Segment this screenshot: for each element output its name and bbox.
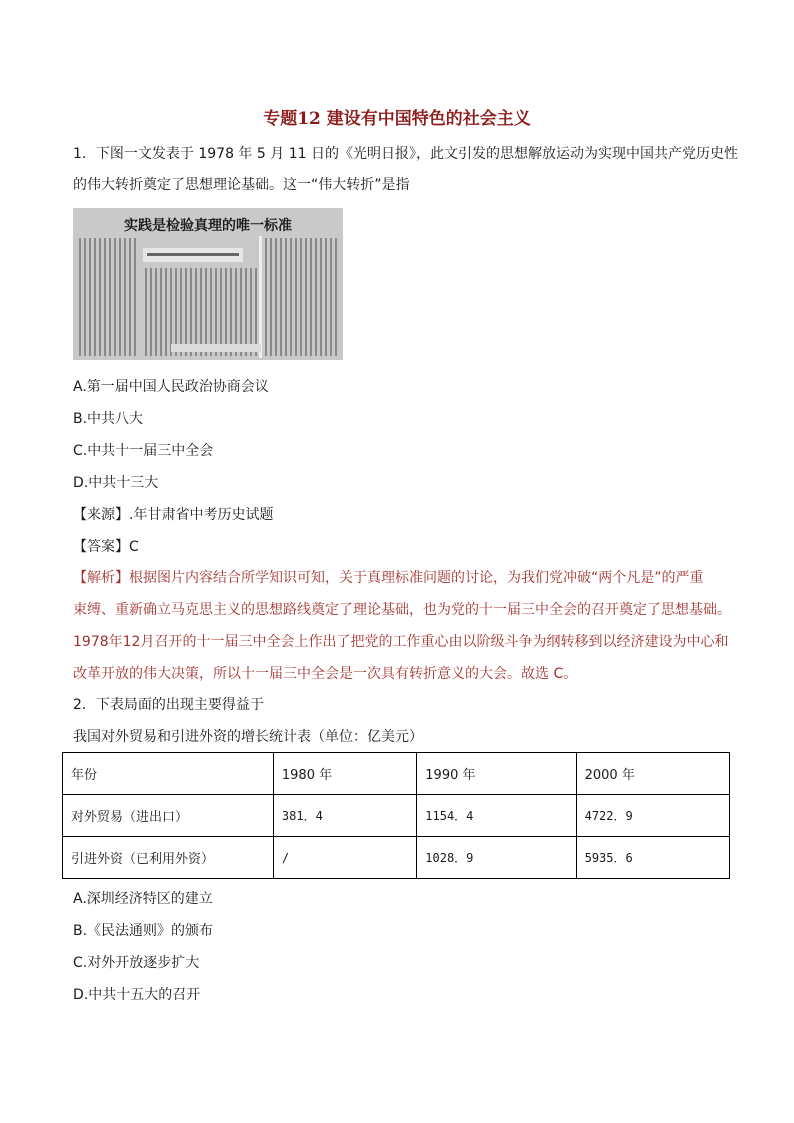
q1-answer: 【答案】C <box>73 539 139 555</box>
q1-option-d: D.中共十三大 <box>73 475 159 491</box>
newspaper-figure <box>73 208 343 360</box>
q1-stem-line2: 的伟大转折奠定了思想理论基础。这一“伟大转折”是指 <box>73 177 410 193</box>
q1-analysis-line2: 束缚、重新确立马克思主义的思想路线奠定了理论基础，也为党的十一届三中全会的召开奠定了思想基础。 <box>73 602 731 618</box>
q2-option-d: D.中共十五大的召开 <box>73 987 201 1003</box>
table-cell: 对外贸易（进出口） <box>63 795 274 837</box>
q1-option-b: B.中共八大 <box>73 411 144 427</box>
q1-option-a: A.第一届中国人民政治协商会议 <box>73 379 269 395</box>
trade-statistics-table <box>62 752 730 879</box>
q1-option-c: C.中共十一届三中全会 <box>73 443 214 459</box>
q2-option-c: C.对外开放逐步扩大 <box>73 955 200 971</box>
q2-table-caption: 我国对外贸易和引进外资的增长统计表（单位：亿美元） <box>73 729 423 745</box>
q2-stem: 2．下表局面的出现主要得益于 <box>73 697 264 713</box>
table-header-cell: 1980 年 <box>273 753 416 795</box>
newspaper-headline: 实践是检验真理的唯一标准 <box>124 218 292 234</box>
q2-option-a: A.深圳经济特区的建立 <box>73 891 213 907</box>
q1-analysis-line3: 1978年12月召开的十一届三中全会上作出了把党的工作重心由以阶级斗争为纲转移到以经济建设为中心和 <box>73 634 729 650</box>
table-cell: 引进外资（已利用外资） <box>63 837 274 879</box>
table-header-cell: 2000 年 <box>576 753 729 795</box>
page-title: 专题12 建设有中国特色的社会主义 <box>263 109 531 129</box>
q1-analysis-line4: 改革开放的伟大决策，所以十一届三中全会是一次具有转折意义的大会。故选 C。 <box>73 666 578 682</box>
table-cell: / <box>273 837 416 879</box>
table-row <box>63 795 730 837</box>
q1-source: 【来源】.年甘肃省中考历史试题 <box>73 507 274 523</box>
table-cell: 5935．6 <box>576 837 729 879</box>
q1-stem-line1: 1．下图一文发表于 1978 年 5 月 11 日的《光明日报》，此文引发的思想解放运动为实现中国共产党历史性 <box>73 146 738 162</box>
table-cell: 1028．9 <box>417 837 576 879</box>
table-header-cell: 年份 <box>63 753 274 795</box>
table-cell: 381．4 <box>273 795 416 837</box>
table-cell: 4722．9 <box>576 795 729 837</box>
q1-analysis-line1: 【解析】根据图片内容结合所学知识可知，关于真理标准问题的讨论，为我们党冲破“两个凡是”的严重 <box>73 570 704 586</box>
table-header-cell: 1990 年 <box>417 753 576 795</box>
q2-option-b: B.《民法通则》的颁布 <box>73 923 214 939</box>
table-cell: 1154．4 <box>417 795 576 837</box>
table-header-row <box>63 753 730 795</box>
table-row <box>63 837 730 879</box>
